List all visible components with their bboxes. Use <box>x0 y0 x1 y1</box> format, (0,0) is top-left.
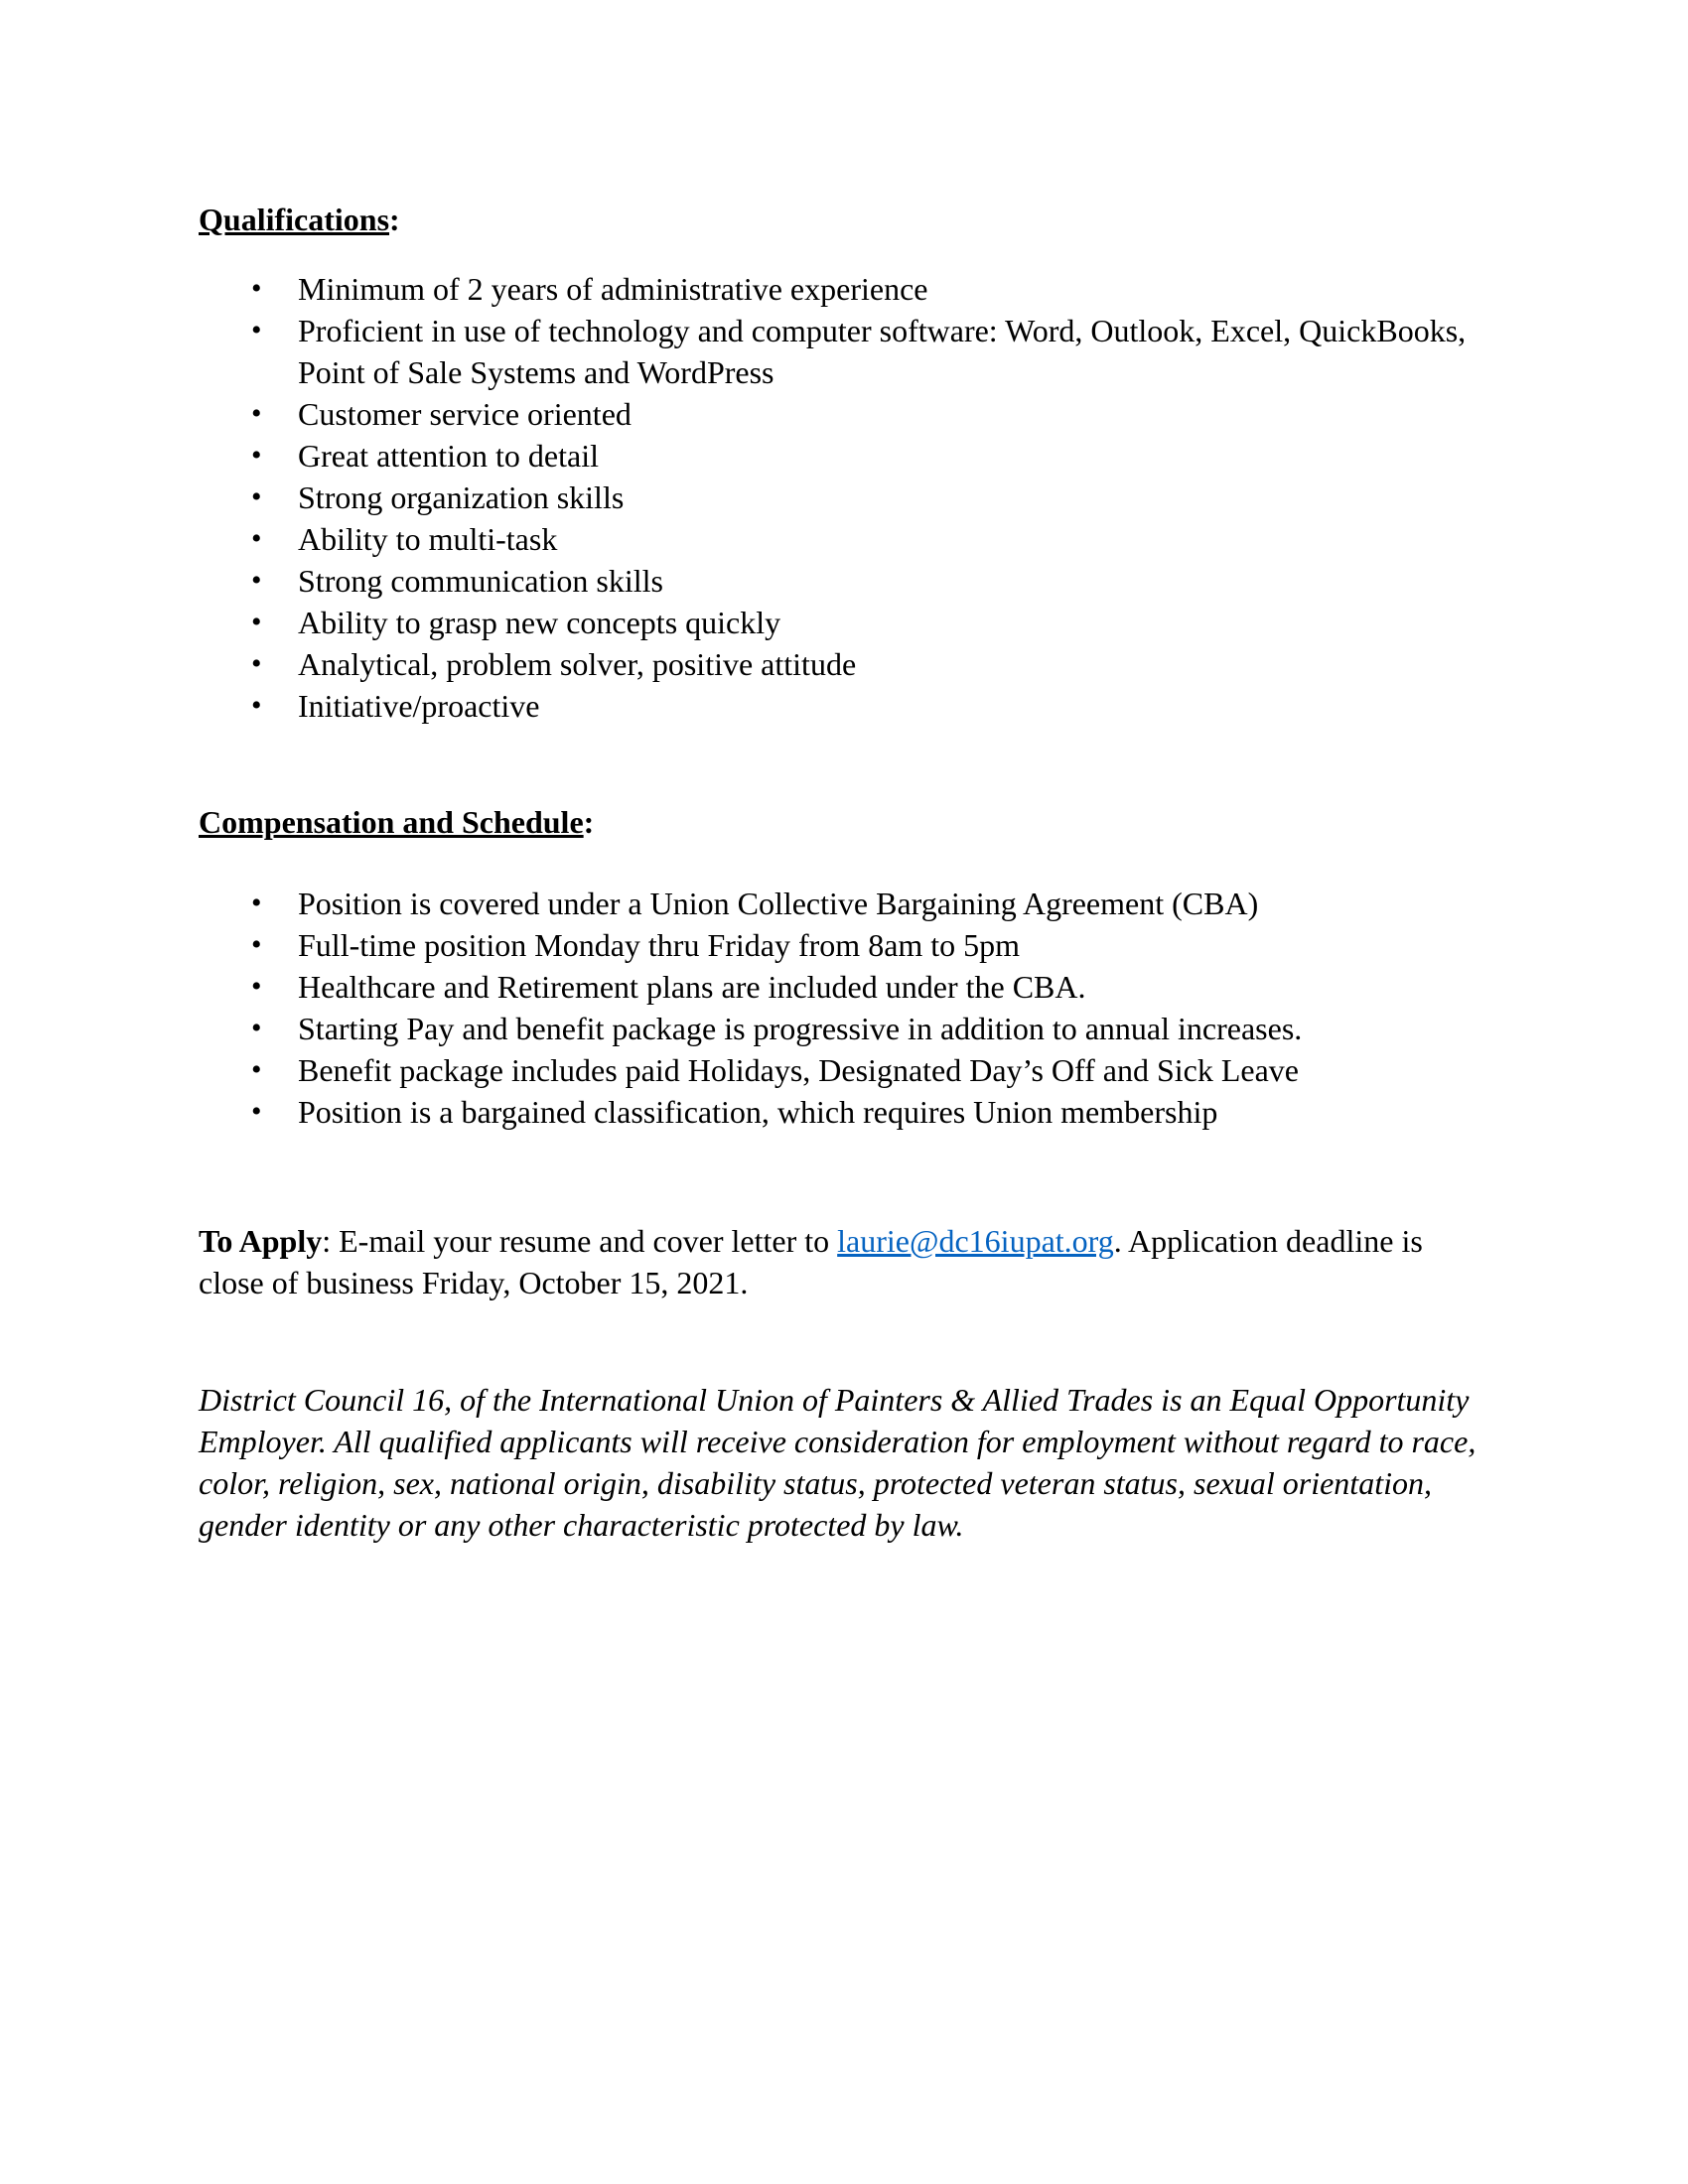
list-item: • Minimum of 2 years of administrative experience <box>199 268 1489 310</box>
list-item: • Full-time position Monday thru Friday from 8am to 5pm <box>199 924 1489 966</box>
qualifications-heading-colon: : <box>389 202 400 237</box>
email-link[interactable]: laurie@dc16iupat.org <box>837 1223 1114 1259</box>
list-item: • Ability to multi-task <box>199 518 1489 560</box>
list-item: • Benefit package includes paid Holidays, Designated Day’s Off and Sick Leave <box>199 1049 1489 1091</box>
list-item: • Analytical, problem solver, positive attitude <box>199 643 1489 685</box>
compensation-heading <box>199 801 1489 843</box>
list-item: • Starting Pay and benefit package is progressive in addition to annual increases. <box>199 1008 1489 1049</box>
compensation-list <box>199 883 1489 1133</box>
compensation-heading-text: Compensation and Schedule <box>199 804 584 840</box>
qualifications-list <box>199 268 1489 727</box>
list-item: • Strong organization skills <box>199 477 1489 518</box>
list-item: • Great attention to detail <box>199 435 1489 477</box>
list-item: • Position is a bargained classification, which requires Union membership <box>199 1091 1489 1133</box>
list-item: • Proficient in use of technology and computer software: Word, Outlook, Excel, QuickBooks, Point of Sale Systems and WordPress <box>199 310 1489 393</box>
list-item: • Position is covered under a Union Collective Bargaining Agreement (CBA) <box>199 883 1489 924</box>
apply-text-after-link: . Application deadline is close of business Friday, October 15, 2021. <box>199 1223 1423 1300</box>
list-item: • Initiative/proactive <box>199 685 1489 727</box>
list-item: • Customer service oriented <box>199 393 1489 435</box>
eeo-statement: District Council 16, of the International Union of Painters & Allied Trades is an Equal Opportunity Employer. All qualified applicants will receive consideration for employment without regard to race, color, religion, sex, national origin, disability status, protected veteran status, sexual orientation, gender identity or any other characteristic protected by law. <box>199 1382 1477 1543</box>
apply-label: To Apply <box>199 1223 323 1259</box>
compensation-heading-colon: : <box>583 804 595 840</box>
list-item: • Ability to grasp new concepts quickly <box>199 602 1489 643</box>
list-item: • Healthcare and Retirement plans are included under the CBA. <box>199 966 1489 1008</box>
qualifications-heading-text: Qualifications <box>199 202 390 237</box>
apply-paragraph <box>199 1220 1489 1303</box>
list-item: • Strong communication skills <box>199 560 1489 602</box>
qualifications-heading <box>199 199 1489 240</box>
apply-text-before-link: : E-mail your resume and cover letter to <box>322 1223 838 1259</box>
